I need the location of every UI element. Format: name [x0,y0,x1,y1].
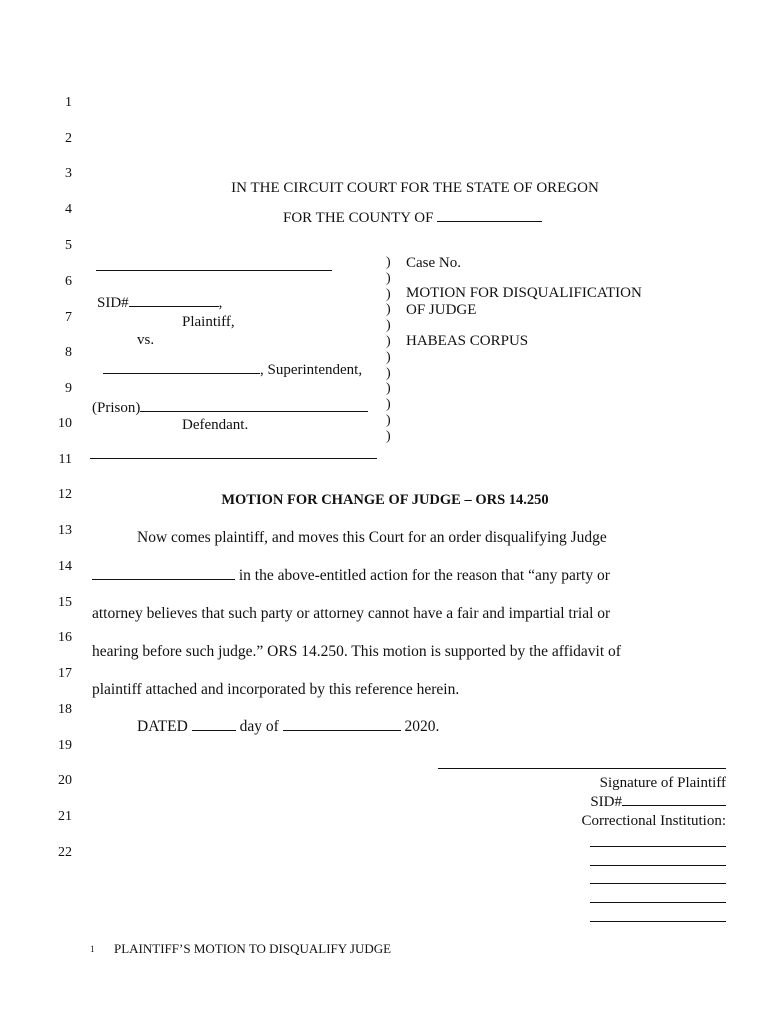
line-number: 22 [58,845,72,860]
line-number: 5 [65,238,72,253]
address-blank-3[interactable] [590,883,726,884]
superintendent-label: , Superintendent, [260,362,363,378]
superintendent-blank[interactable] [103,361,260,374]
month-blank[interactable] [283,718,401,731]
footer-page-number: 1 [90,944,95,954]
line-number: 2 [65,131,72,146]
sid-blank[interactable] [129,294,219,307]
footer-title: PLAINTIFF’S MOTION TO DISQUALIFY JUDGE [114,941,392,956]
line-number: 3 [65,166,72,181]
county-line [283,209,542,227]
signature-sid-label: SID# [590,794,622,810]
line-number: 18 [58,702,72,717]
line-number: 21 [58,809,72,824]
line-number: 11 [58,452,72,467]
paren: ) [386,255,391,270]
prison-label: (Prison) [92,400,141,416]
line-number: 16 [58,630,72,645]
signature-line[interactable] [438,768,726,769]
motion-line-5: plaintiff attached and incorporated by this reference herein. [92,681,460,698]
caption-bottom-rule [90,458,377,459]
superintendent-line [103,361,362,379]
motion-line-2 [92,567,610,585]
line-number: 17 [58,666,72,681]
prison-blank[interactable] [140,399,368,412]
line-number: 10 [58,416,72,431]
motion-line-3: attorney believes that such party or attorney cannot have a fair and impartial trial or [92,605,611,622]
motion-heading: MOTION FOR CHANGE OF JUDGE – ORS 14.250 [221,492,549,508]
line-number: 8 [65,345,72,360]
line-number: 13 [58,523,72,538]
caption-parens [386,255,391,445]
motion-line-1: Now comes plaintiff, and moves this Court for an order disqualifying Judge [137,529,607,546]
address-blank-5[interactable] [590,921,726,922]
signature-sid-line [430,793,726,811]
line-number: 20 [58,773,72,788]
paren: ) [386,428,391,444]
vs-label: vs. [137,332,155,348]
paren: ) [386,381,391,397]
judge-name-blank[interactable] [92,567,235,580]
line-number: 9 [65,381,72,396]
line-number: 14 [58,559,72,574]
line-number: 12 [58,487,72,502]
signature-sid-blank[interactable] [622,793,726,806]
document-title-line1: MOTION FOR DISQUALIFICATION [406,285,642,301]
plaintiff-name-blank[interactable] [96,270,332,271]
institution-label: Correctional Institution: [581,813,726,829]
county-label: FOR THE COUNTY OF [283,210,434,226]
paren: ) [386,333,391,349]
motion-line-2-text: in the above-entitled action for the reason that “any party or [238,567,610,584]
paren: ) [386,286,391,302]
dated-label: DATED [137,718,188,735]
day-blank[interactable] [192,718,236,731]
paren: ) [386,302,391,318]
dated-year: 2020. [404,718,440,735]
sid-line [97,294,222,312]
county-blank[interactable] [437,209,542,222]
paren: ) [386,349,391,365]
address-blank-4[interactable] [590,902,726,903]
line-number: 1 [65,95,72,110]
paren: ) [386,412,391,428]
dated-line [137,718,439,736]
line-number: 7 [65,310,72,325]
plaintiff-label: Plaintiff, [182,314,235,330]
line-number: 6 [65,274,72,289]
paren: ) [386,397,391,413]
case-number-label: Case No. [406,255,461,271]
document-title-line2: OF JUDGE [406,302,477,318]
prison-line [92,399,368,417]
line-number: 19 [58,738,72,753]
line-number: 4 [65,202,72,217]
paren: ) [386,270,391,286]
sid-label: SID# [97,295,129,311]
sid-comma: , [218,295,223,311]
defendant-label: Defendant. [182,417,249,433]
day-of-label: day of [239,718,279,735]
court-heading: IN THE CIRCUIT COURT FOR THE STATE OF OREGON [231,180,599,196]
paren: ) [386,365,391,381]
address-blank-2[interactable] [590,865,726,866]
paren: ) [386,318,391,334]
address-blank-1[interactable] [590,846,726,847]
signature-label: Signature of Plaintiff [599,775,726,791]
case-type: HABEAS CORPUS [406,333,529,349]
line-number: 15 [58,595,72,610]
motion-line-4: hearing before such judge.” ORS 14.250. This motion is supported by the affidavit of [92,643,621,660]
